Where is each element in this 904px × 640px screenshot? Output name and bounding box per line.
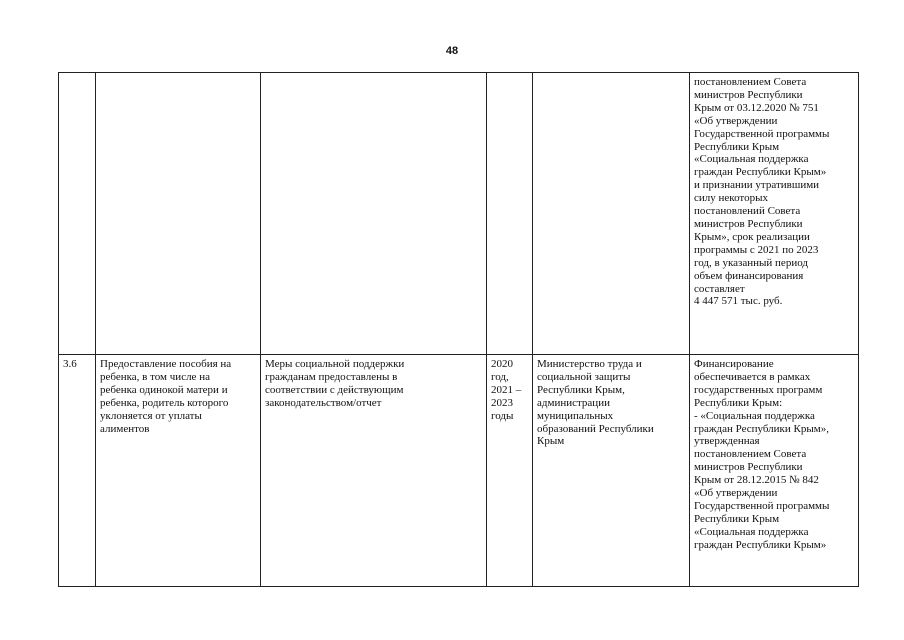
cell-financing: Финансирование обеспечивается в рамках государственных программ Республики Крым: - «Социальная поддержка граждан Республики Крым», утвержденная постановлением Совета министров Республики Крым от 28.12.2015 № 842 «Об утверждении Государственной программы Республики Крым «Социальная поддержка граждан Республики Крым» [690, 355, 859, 587]
cell-index [59, 73, 96, 355]
cell-result [261, 73, 487, 355]
table-row [59, 355, 859, 587]
cell-term: 2020 год, 2021 – 2023 годы [487, 355, 533, 587]
cell-executor [533, 73, 690, 355]
cell-term [487, 73, 533, 355]
measures-table [58, 72, 859, 587]
table-row [59, 73, 859, 355]
cell-executor: Министерство труда и социальной защиты Республики Крым, администрации муниципальных образований Республики Крым [533, 355, 690, 587]
cell-result: Меры социальной поддержки гражданам предоставлены в соответствии с действующим законодательством/отчет [261, 355, 487, 587]
page-number: 48 [445, 45, 459, 57]
cell-index: 3.6 [59, 355, 96, 587]
cell-measure: Предоставление пособия на ребенка, в том числе на ребенка одинокой матери и ребенка, родитель которого уклоняется от уплаты алиментов [96, 355, 261, 587]
cell-measure [96, 73, 261, 355]
cell-financing: постановлением Совета министров Республики Крым от 03.12.2020 № 751 «Об утверждении Государственной программы Республики Крым «Социальная поддержка граждан Республики Крым» и признании утратившими силу некоторых постановлений Совета министров Республики Крым», срок реализации программы с 2021 по 2023 год, в указанный период объем финансирования составляет 4 447 571 тыс. руб. [690, 73, 859, 355]
